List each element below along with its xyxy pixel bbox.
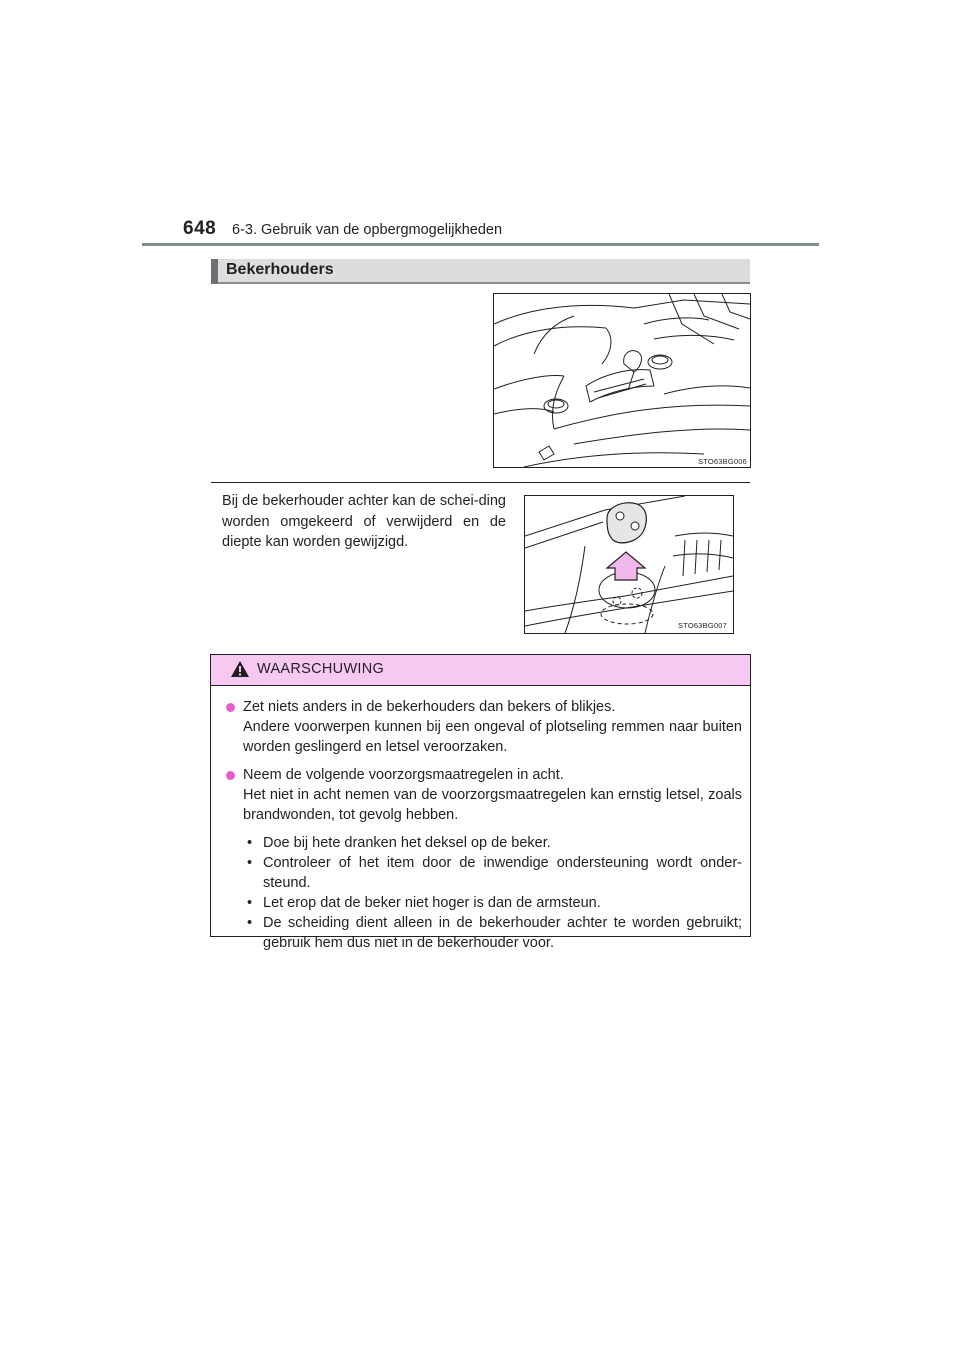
precaution-item: • Doe bij hete dranken het deksel op de beker. [247,835,551,851]
divider-removal-illustration [524,495,734,634]
precaution-text: De scheiding dient alleen in de bekerhouder achter te worden gebruikt; gebruik hem dus niet in de bekerhouder voor. [263,915,742,951]
warning-item-heading: Neem de volgende voorzorgsmaatregelen in acht. [243,767,564,783]
bullet-icon [226,771,235,780]
precaution-list [243,833,742,953]
precaution-text: Doe bij hete dranken het deksel op de beker. [263,835,551,851]
warning-item-text: Het niet in acht nemen van de voorzorgsmaatregelen kan ernstig letsel, zoals brandwonden, tot gevolg hebben. [243,787,742,823]
warning-header [211,655,750,686]
precaution-item: • Let erop dat de beker niet hoger is dan de armsteun. [247,895,601,911]
warning-item [211,697,750,757]
precaution-item: • Controleer of het item door de inwendige ondersteuning wordt onder-steund. [247,855,742,891]
heading-accent [211,259,218,284]
divider-line-drawing [525,496,733,633]
subsection-title: Bekerhouders [226,261,334,278]
cup-holder-illustration [493,293,751,468]
divider [211,482,750,483]
precaution-text: Let erop dat de beker niet hoger is dan de armsteun. [263,895,601,911]
console-line-drawing [494,294,750,467]
warning-item-heading: Zet niets anders in de bekerhouders dan bekers of blikjes. [243,699,616,715]
figure-code: STO63BG006 [698,457,747,466]
warning-list [211,697,750,961]
warning-item [211,765,750,953]
figure-code: STO63BG007 [678,621,727,630]
precaution-item: • De scheiding dient alleen in de bekerhouder achter te worden gebruikt; gebruik hem dus niet in de bekerhouder voor. [247,915,742,951]
header-rule [142,243,819,246]
warning-box [210,654,751,951]
warning-item-text: Andere voorwerpen kunnen bij een ongeval of plotseling remmen naar buiten worden geslingerd en letsel veroorzaken. [243,719,742,755]
page-number: 648 [183,218,217,239]
precaution-text: Controleer of het item door de inwendige ondersteuning wordt onder-steund. [263,855,742,891]
bullet-icon [226,703,235,712]
warning-label: WAARSCHUWING [257,661,385,677]
warning-triangle-icon [230,660,250,678]
subsection-heading [211,259,750,284]
body-paragraph: Bij de bekerhouder achter kan de schei-ding worden omgekeerd of verwijderd en de diepte kan worden gewijzigd. [222,493,506,550]
section-title: 6-3. Gebruik van de opbergmogelijkheden [232,222,503,238]
